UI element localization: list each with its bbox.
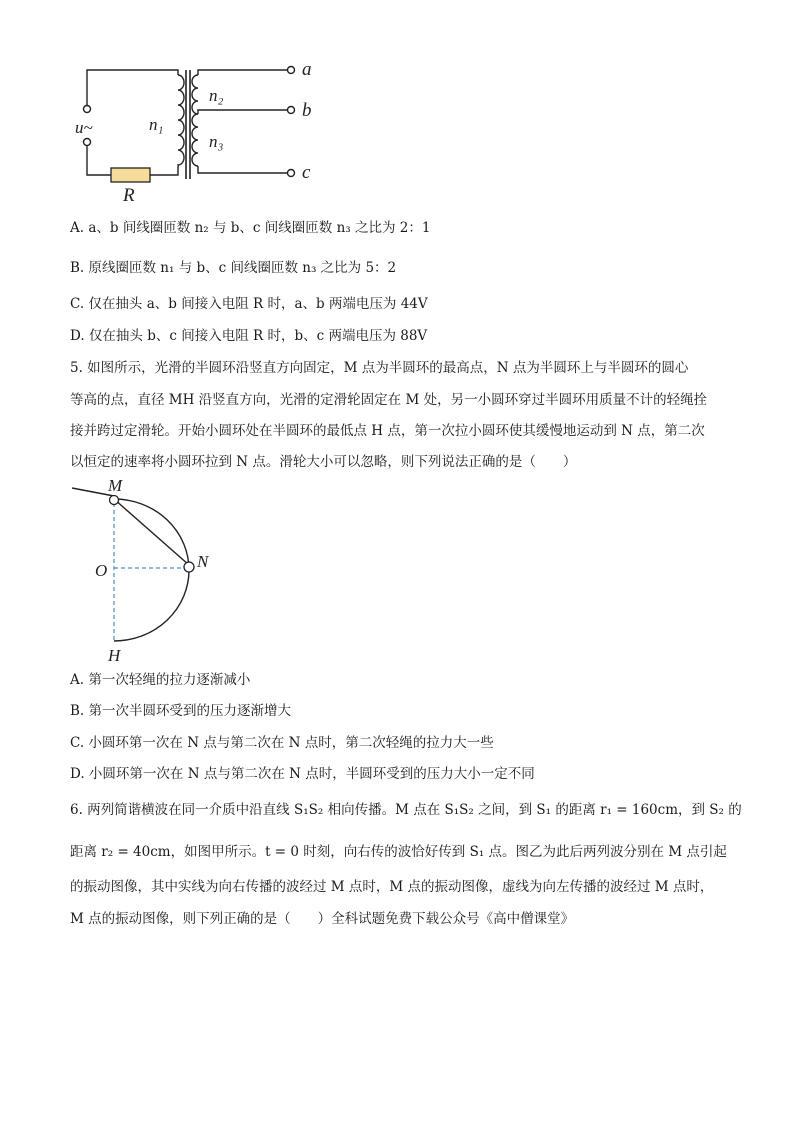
q5-option-a: A. 第一次轻绳的拉力逐渐减小 <box>70 672 251 688</box>
q5-option-b: B. 第一次半圆环受到的压力逐渐增大 <box>70 703 292 719</box>
q4-option-b: B. 原线圈匝数 n₁ 与 b、c 间线圈匝数 n₃ 之比为 5：2 <box>70 260 397 276</box>
label-R: R <box>123 185 135 206</box>
label-O: O <box>95 561 108 580</box>
q6-stem-line-2: 距离 r₂ = 40cm，如图甲所示。t = 0 时刻，向右传的波恰好传到 S₁ 点。图乙为此后两列波分别在 M 点引起 <box>70 844 727 860</box>
terminal-b-label: b <box>302 100 312 121</box>
label-M: M <box>108 476 123 495</box>
q6-stem-line-4: M 点的振动图像，则下列正确的是（ ）全科试题免费下载公众号《高中僧课堂》 <box>70 911 575 927</box>
q4-option-d: D. 仅在抽头 b、c 间接入电阻 R 时，b、c 两端电压为 88V <box>70 328 428 344</box>
label-u: u~ <box>75 118 93 137</box>
label-n2: n₂ <box>209 86 224 105</box>
pulley-M <box>110 496 119 505</box>
q5-stem-line-3: 接并跨过定滑轮。开始小圆环处在半圆环的最低点 H 点，第一次拉小圆环使其缓慢地运动到 N 点，第二次 <box>70 423 705 439</box>
semicircle-ring-diagram <box>70 473 230 670</box>
q5-stem-line-1: 5. 如图所示，光滑的半圆环沿竖直方向固定，M 点为半圆环的最高点，N 点为半圆环上与半圆环的圆心 <box>70 360 689 376</box>
q5-stem-line-2: 等高的点，直径 MH 沿竖直方向，光滑的定滑轮固定在 M 处，另一小圆环穿过半圆环用质量不计的轻绳拴 <box>70 392 708 408</box>
terminal-c-label: c <box>302 162 311 183</box>
transformer-circuit-diagram <box>60 55 330 210</box>
resistor-R <box>111 168 150 182</box>
label-H: H <box>108 646 121 665</box>
q6-stem-line-3: 的振动图像，其中实线为向右传播的波经过 M 点时，M 点的振动图像，虚线为向左传播的波经过 M 点时， <box>70 879 714 895</box>
q4-option-a: A. a、b 间线圈匝数 n₂ 与 b、c 间线圈匝数 n₃ 之比为 2：1 <box>70 220 431 236</box>
terminal-a-label: a <box>302 59 312 80</box>
q5-option-c: C. 小圆环第一次在 N 点与第二次在 N 点时，第二次轻绳的拉力大一些 <box>70 735 494 751</box>
label-n3: n₃ <box>209 132 224 151</box>
q6-stem-line-1: 6. 两列简谐横波在同一介质中沿直线 S₁S₂ 相向传播。M 点在 S₁S₂ 之间，到 S₁ 的距离 r₁ = 160cm，到 S₂ 的 <box>70 802 742 818</box>
label-n1: n₁ <box>149 115 164 134</box>
small-ring-N <box>184 562 194 572</box>
q5-option-d: D. 小圆环第一次在 N 点与第二次在 N 点时，半圆环受到的压力大小一定不同 <box>70 766 535 782</box>
q4-option-c: C. 仅在抽头 a、b 间接入电阻 R 时，a、b 两端电压为 44V <box>70 296 428 312</box>
q5-stem-line-4: 以恒定的速率将小圆环拉到 N 点。滑轮大小可以忽略，则下列说法正确的是（ ） <box>70 454 577 470</box>
label-N: N <box>197 552 209 571</box>
